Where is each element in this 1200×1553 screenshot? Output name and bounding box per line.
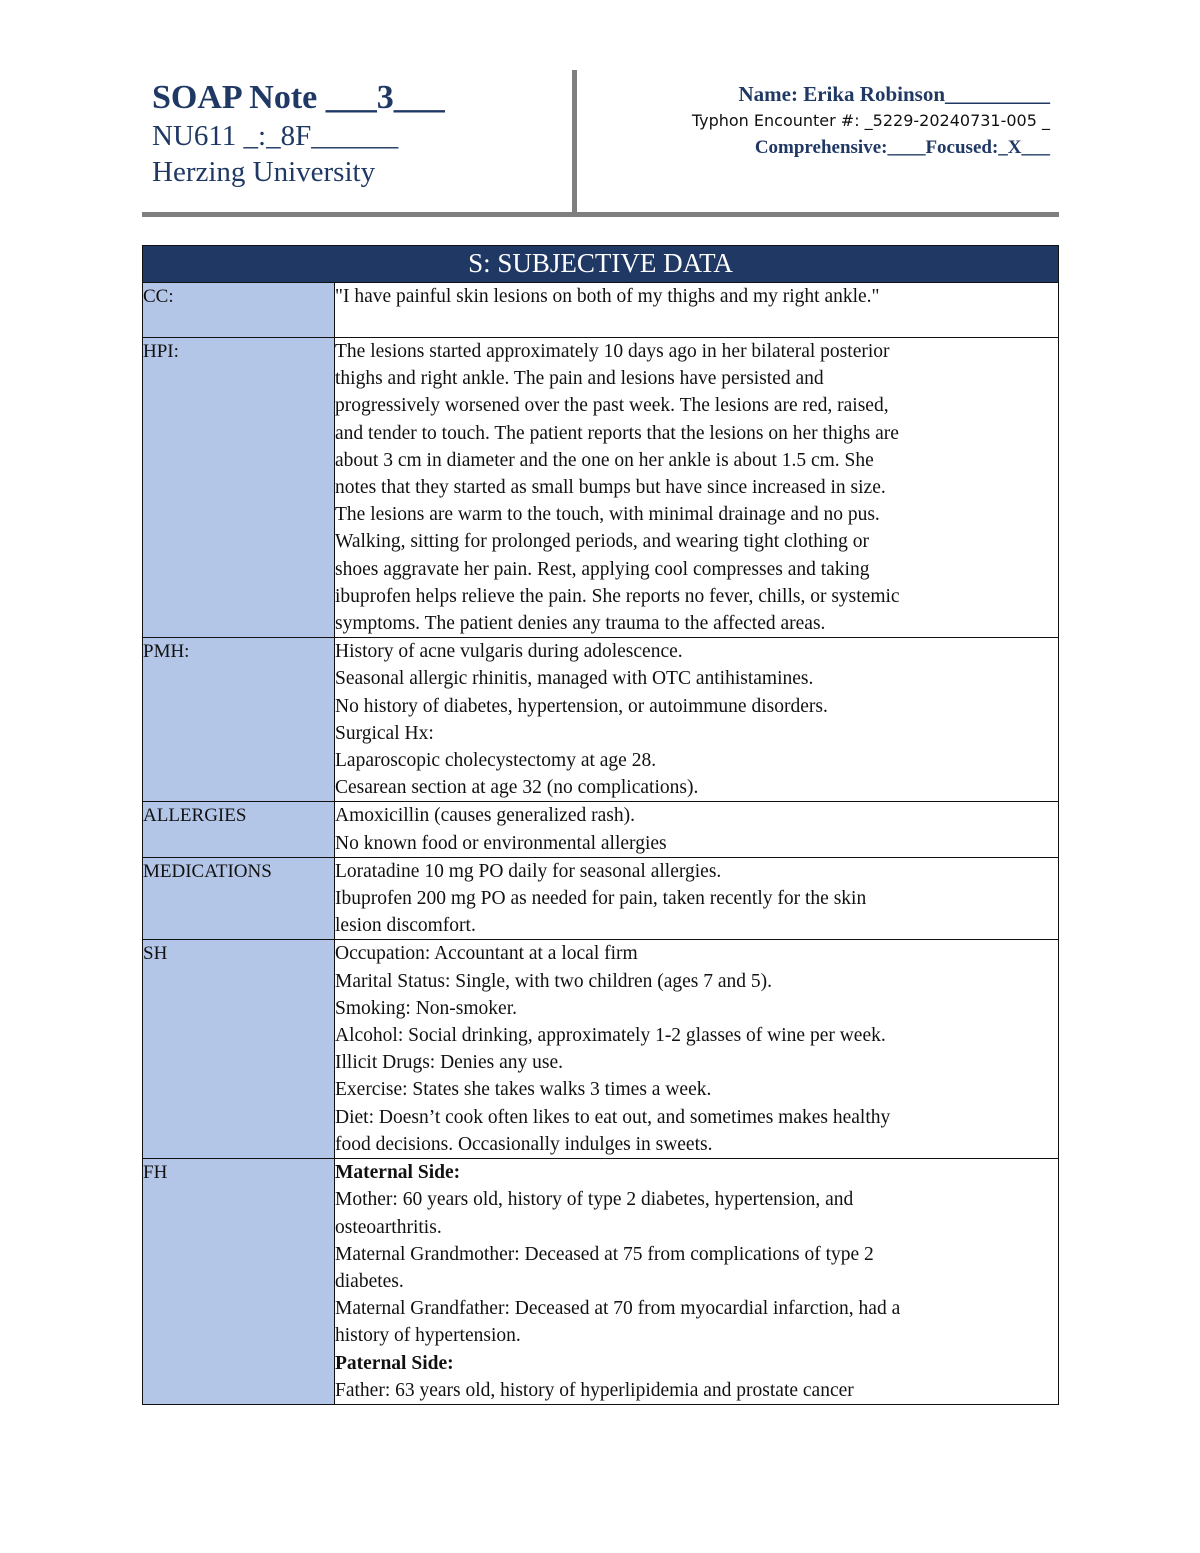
row-value-fh bbox=[335, 1159, 1059, 1405]
text-line: Marital Status: Single, with two children (ages 7 and 5). bbox=[335, 970, 773, 992]
course-code: NU611 _:_8F______ bbox=[152, 120, 399, 152]
table-row-allergies bbox=[143, 802, 1059, 857]
row-value-cc bbox=[335, 283, 1059, 338]
row-value-medications bbox=[335, 857, 1059, 940]
table-row-hpi bbox=[143, 338, 1059, 638]
maternal-side-lines bbox=[335, 1186, 1058, 1349]
table-row-cc bbox=[143, 283, 1059, 338]
note-type: Comprehensive:____Focused:_X___ bbox=[754, 137, 1050, 158]
text-line: diabetes. bbox=[335, 1270, 404, 1292]
text-line: and tender to touch. The patient reports that the lesions on her thighs are bbox=[335, 422, 899, 444]
table-row-medications bbox=[143, 857, 1059, 940]
row-label-pmh: PMH: bbox=[143, 638, 335, 802]
row-label-allergies: ALLERGIES bbox=[143, 802, 335, 857]
text-line: Mother: 60 years old, history of type 2 diabetes, hypertension, and bbox=[335, 1189, 854, 1211]
text-line: Surgical Hx: bbox=[335, 722, 434, 744]
header-divider bbox=[142, 212, 1059, 217]
section-header-row bbox=[143, 246, 1059, 283]
text-line: Loratadine 10 mg PO daily for seasonal allergies. bbox=[335, 860, 722, 882]
maternal-side-heading: Maternal Side: bbox=[335, 1162, 461, 1184]
text-line: Maternal Grandmother: Deceased at 75 from complications of type 2 bbox=[335, 1243, 874, 1265]
text-line: notes that they started as small bumps but have since increased in size. bbox=[335, 477, 886, 499]
subjective-data-table bbox=[142, 245, 1059, 1405]
page-title: SOAP Note ___3___ bbox=[152, 79, 445, 116]
table-row-sh bbox=[143, 940, 1059, 1159]
header-left bbox=[152, 78, 572, 190]
paternal-side-lines bbox=[335, 1377, 1058, 1404]
text-line: osteoarthritis. bbox=[335, 1216, 442, 1238]
row-label-hpi: HPI: bbox=[143, 338, 335, 638]
section-title: S: SUBJECTIVE DATA bbox=[143, 246, 1059, 283]
text-line: Walking, sitting for prolonged periods, and wearing tight clothing or bbox=[335, 531, 870, 553]
row-value-sh bbox=[335, 940, 1059, 1159]
text-line: Alcohol: Social drinking, approximately 1-2 glasses of wine per week. bbox=[335, 1025, 886, 1047]
student-name: Name: Erika Robinson__________ bbox=[738, 82, 1050, 106]
text-line: about 3 cm in diameter and the one on her ankle is about 1.5 cm. She bbox=[335, 449, 874, 471]
text-line: Illicit Drugs: Denies any use. bbox=[335, 1052, 563, 1074]
row-value-allergies bbox=[335, 802, 1059, 857]
text-line: Exercise: States she takes walks 3 times a week. bbox=[335, 1079, 712, 1101]
text-line: symptoms. The patient denies any trauma to the affected areas. bbox=[335, 613, 826, 635]
text-line: Laparoscopic cholecystectomy at age 28. bbox=[335, 750, 657, 772]
text-line: No history of diabetes, hypertension, or autoimmune disorders. bbox=[335, 695, 828, 717]
text-line: Occupation: Accountant at a local firm bbox=[335, 943, 638, 965]
row-label-medications: MEDICATIONS bbox=[143, 857, 335, 940]
text-line: history of hypertension. bbox=[335, 1325, 521, 1347]
text-line: "I have painful skin lesions on both of my thighs and my right ankle." bbox=[335, 286, 880, 307]
text-line: History of acne vulgaris during adolescence. bbox=[335, 641, 683, 663]
text-line: The lesions started approximately 10 days ago in her bilateral posterior bbox=[335, 341, 890, 362]
header-vertical-divider bbox=[572, 70, 577, 214]
school-name: Herzing University bbox=[152, 156, 376, 188]
table-row-pmh bbox=[143, 638, 1059, 802]
row-value-hpi bbox=[335, 338, 1059, 638]
text-line: lesion discomfort. bbox=[335, 915, 476, 937]
encounter-number: Typhon Encounter #: _5229-20240731-005 _ bbox=[691, 111, 1050, 130]
text-line: ibuprofen helps relieve the pain. She reports no fever, chills, or systemic bbox=[335, 585, 900, 607]
row-label-sh: SH bbox=[143, 940, 335, 1159]
paternal-side-heading: Paternal Side: bbox=[335, 1352, 454, 1374]
text-line: Smoking: Non-smoker. bbox=[335, 997, 518, 1019]
text-line: Ibuprofen 200 mg PO as needed for pain, taken recently for the skin bbox=[335, 888, 867, 910]
row-label-cc: CC: bbox=[143, 283, 335, 338]
header-right bbox=[580, 80, 1050, 162]
text-line: food decisions. Occasionally indulges in sweets. bbox=[335, 1133, 713, 1155]
row-value-pmh bbox=[335, 638, 1059, 802]
text-line: progressively worsened over the past week. The lesions are red, raised, bbox=[335, 395, 889, 417]
text-line: The lesions are warm to the touch, with minimal drainage and no pus. bbox=[335, 504, 880, 526]
text-line: thighs and right ankle. The pain and lesions have persisted and bbox=[335, 368, 824, 390]
text-line: No known food or environmental allergies bbox=[335, 832, 667, 854]
text-line: Father: 63 years old, history of hyperlipidemia and prostate cancer bbox=[335, 1379, 854, 1401]
text-line: Cesarean section at age 32 (no complications). bbox=[335, 777, 699, 799]
text-line: Amoxicillin (causes generalized rash). bbox=[335, 805, 635, 827]
row-label-fh: FH bbox=[143, 1159, 335, 1405]
table-row-fh bbox=[143, 1159, 1059, 1405]
text-line: Maternal Grandfather: Deceased at 70 from myocardial infarction, had a bbox=[335, 1298, 901, 1320]
text-line: Diet: Doesn’t cook often likes to eat out, and sometimes makes healthy bbox=[335, 1106, 891, 1128]
text-line: shoes aggravate her pain. Rest, applying cool compresses and taking bbox=[335, 558, 870, 580]
text-line: Seasonal allergic rhinitis, managed with OTC antihistamines. bbox=[335, 668, 814, 690]
